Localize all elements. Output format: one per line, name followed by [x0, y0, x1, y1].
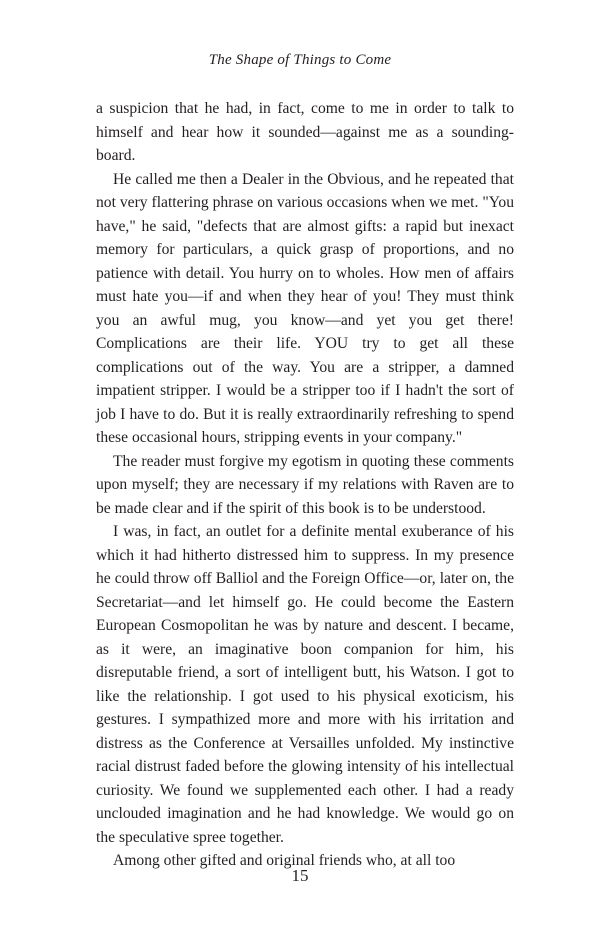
body-text — [96, 97, 514, 873]
page-number: 15 — [291, 866, 309, 885]
paragraph-dealer-in-obvious: He called me then a Dealer in the Obvious, and he repeated that not very flattering phrase on various occasions when we met. "You have," he said, "defects that are almost gifts: a rapid but inexact memory for particulars, a quick grasp of proportions, and no patience with detail. You hurry on to wholes. How men of affairs must hate you—if and when they hear of you! They must think you an awful mug, you know—and yet you get there! Complications are their life. YOU try to get all these complications out of the way. You are a stripper, a damned impatient stripper. I would be a stripper too if I hadn't the sort of job I have to do. But it is really extraordinarily refreshing to spend these occasional hours, stripping events in your company." — [96, 170, 514, 446]
paragraph-other-friends: Among other gifted and original friends who, at all too — [113, 852, 456, 869]
paragraph-egotism: The reader must forgive my egotism in quoting these comments upon myself; they are necessary if my relations with Raven are to be made clear and if the spirit of this book is to be understood. — [96, 452, 514, 517]
running-head-title: The Shape of Things to Come — [208, 52, 392, 68]
paragraph-outlet: I was, in fact, an outlet for a definite mental exuberance of his which it had hitherto distressed him to suppress. In my presence he could throw off Balliol and the Foreign Office—or, later on, the Secretariat—and let himself go. He could become the Eastern European Cosmopolitan he was by nature and descent. I became, as it were, an imaginative boon companion for him, his disreputable friend, a sort of intelligent butt, his Watson. I got to like the relationship. I got used to his physical exoticism, his gestures. I sympathized more and more with his irritation and distress as the Conference at Versailles unfolded. My instinctive racial distrust faded before the glowing intensity of his intellectual curiosity. We found we supplemented each other. I had a ready unclouded imagination and he had knowledge. We would go on the speculative spree together. — [96, 523, 514, 846]
paragraph-continued: a suspicion that he had, in fact, come to me in order to talk to himself and hear how it sounded—against me as a sounding-board. — [96, 100, 514, 164]
